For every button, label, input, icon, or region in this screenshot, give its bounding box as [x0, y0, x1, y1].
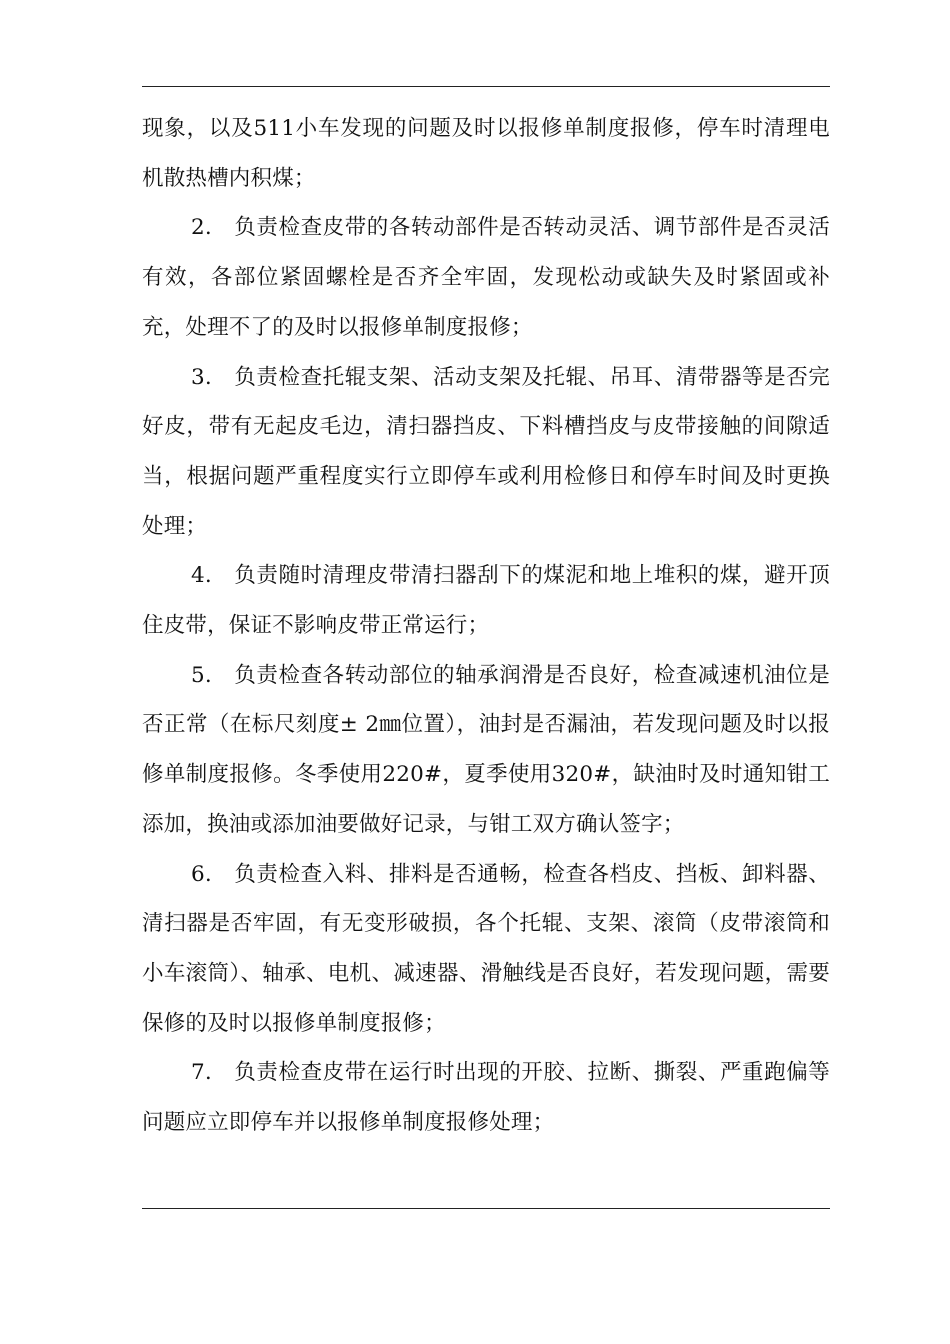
- paragraph-item-6: 6. 负责检查入料、排料是否通畅，检查各档皮、挡板、卸料器、清扫器是否牢固，有无变形破损，各个托辊、支架、滚筒（皮带滚筒和小车滚筒）、轴承、电机、减速器、滑触线是否良好，若发现问题，需要保修的及时以报修单制度报修；: [142, 861, 830, 1036]
- header-rule: [142, 86, 830, 87]
- document-body: [142, 104, 830, 1148]
- paragraph-item-3: 3. 负责检查托辊支架、活动支架及托辊、吊耳、清带器等是否完好皮，带有无起皮毛边，清扫器挡皮、下料槽挡皮与皮带接触的间隙适当，根据问题严重程度实行立即停车或利用检修日和停车时间及时更换处理；: [142, 364, 830, 539]
- paragraph-item-5: 5. 负责检查各转动部位的轴承润滑是否良好，检查减速机油位是否正常（在标尺刻度± 2㎜位置），油封是否漏油，若发现问题及时以报修单制度报修。冬季使用220#，夏季使用320#，缺油时及时通知钳工添加，换油或添加油要做好记录，与钳工双方确认签字；: [142, 662, 830, 837]
- paragraph-item-7: 7. 负责检查皮带在运行时出现的开胶、拉断、撕裂、严重跑偏等问题应立即停车并以报修单制度报修处理；: [142, 1060, 830, 1136]
- paragraph-item-2: 2. 负责检查皮带的各转动部件是否转动灵活、调节部件是否灵活有效，各部位紧固螺栓是否齐全牢固，发现松动或缺失及时紧固或补充，处理不了的及时以报修单制度报修；: [142, 215, 830, 340]
- paragraph-continuation: 现象，以及511小车发现的问题及时以报修单制度报修，停车时清理电机散热槽内积煤；: [142, 116, 830, 191]
- footer-rule: [142, 1208, 830, 1209]
- paragraph-item-4: 4. 负责随时清理皮带清扫器刮下的煤泥和地上堆积的煤，避开顶住皮带，保证不影响皮带正常运行；: [142, 563, 830, 639]
